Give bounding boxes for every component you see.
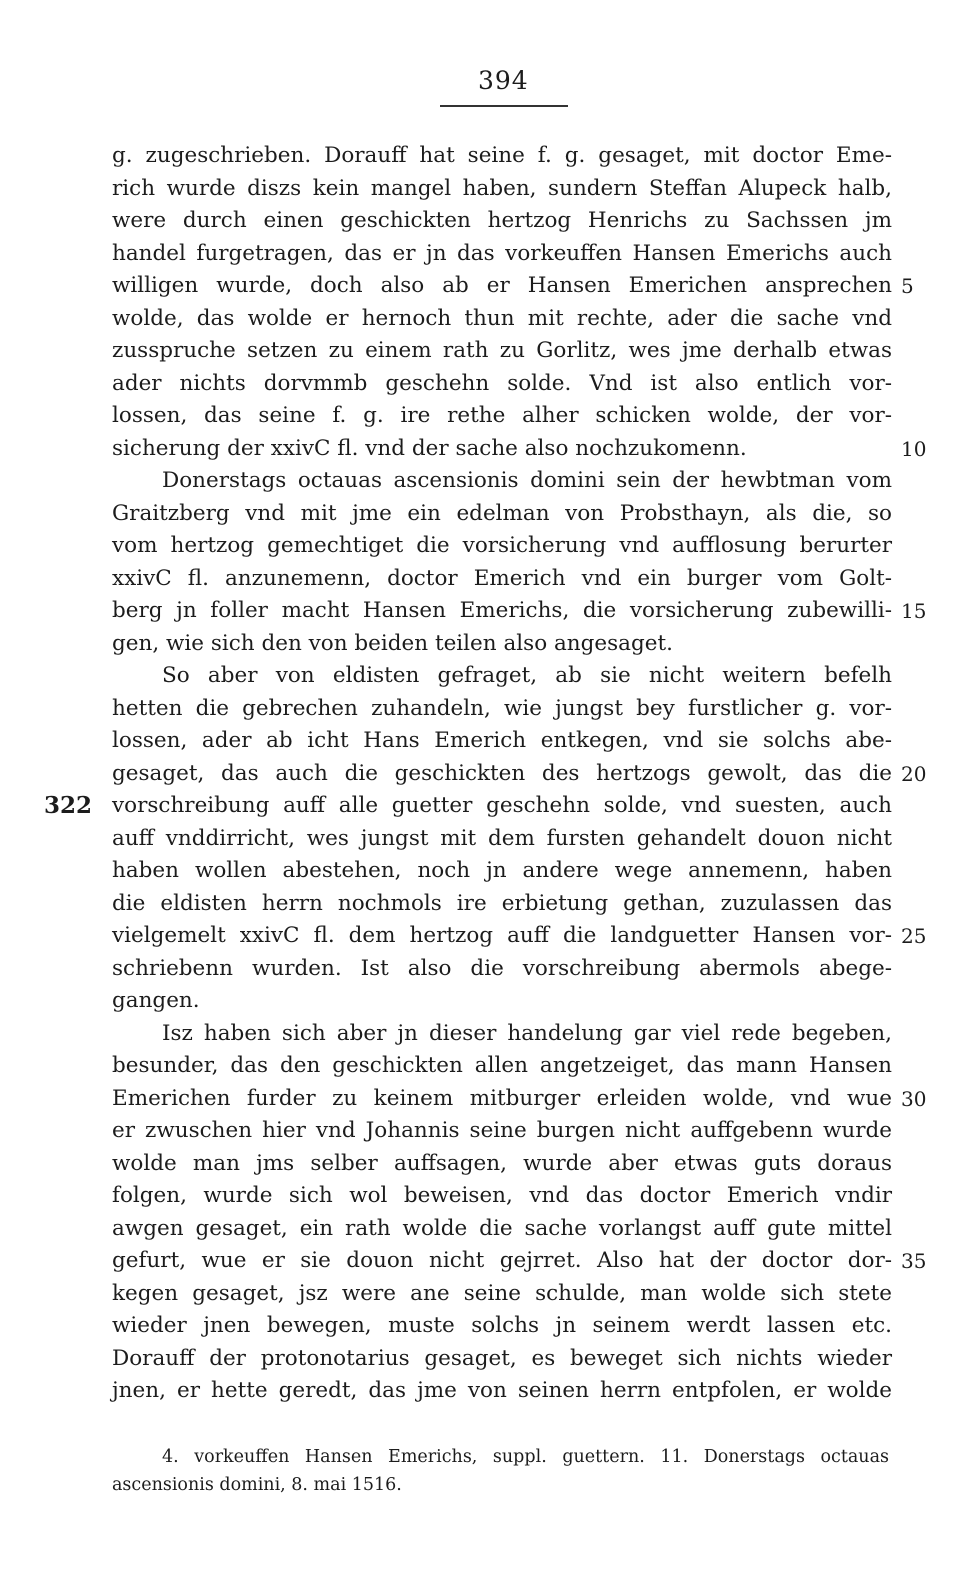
text-line: folgen, wurde sich wol beweisen, vnd das doctor Emerich vndir: [112, 1183, 892, 1208]
text-line: jnen, er hette geredt, das jme von seinen herrn entpfolen, er wolde: [112, 1378, 892, 1403]
text-line: Donerstags octauas ascensionis domini sein der hewbtman vom: [162, 468, 892, 493]
marginal-page-reference: 322: [44, 792, 93, 819]
text-line: vom hertzog gemechtiget die vorsicherung vnd aufflosung berurter: [112, 533, 892, 558]
text-line: zusspruche setzen zu einem rath zu Gorlitz, wes jme derhalb etwas: [112, 338, 892, 363]
text-line: gangen.: [112, 988, 200, 1013]
text-line: sicherung der xxivC fl. vnd der sache also nochzukomenn.: [112, 436, 747, 461]
line-number: 15: [901, 599, 927, 623]
text-line: vorschreibung auff alle guetter geschehn solde, vnd suesten, auch: [112, 793, 892, 818]
text-line: willigen wurde, doch also ab er Hansen Emerichen ansprechen: [112, 273, 892, 298]
footnote-line: ascensionis domini, 8. mai 1516.: [112, 1475, 402, 1495]
text-line: wolde, das wolde er hernoch thun mit rechte, ader die sache vnd: [112, 306, 892, 331]
text-line: besunder, das den geschickten allen angetzeiget, das mann Hansen: [112, 1053, 892, 1078]
line-number: 20: [901, 762, 927, 786]
text-line: lossen, das seine f. g. ire rethe alher schicken wolde, der vor-: [112, 403, 892, 428]
text-line: die eldisten herrn nochmols ire erbietung gethan, zuzulassen das: [112, 891, 892, 916]
text-line: er zwuschen hier vnd Johannis seine burgen nicht auffgebenn wurde: [112, 1118, 892, 1143]
text-line: vielgemelt xxivC fl. dem hertzog auff die landguetter Hansen vor-: [112, 923, 892, 948]
text-line: Dorauff der protonotarius gesaget, es beweget sich nichts wieder: [112, 1346, 892, 1371]
text-line: gefurt, wue er sie douon nicht gejrret. Also hat der doctor dor-: [112, 1248, 892, 1273]
text-line: kegen gesaget, jsz were ane seine schulde, man wolde sich stete: [112, 1281, 892, 1306]
text-line: lossen, ader ab icht Hans Emerich entkegen, vnd sie solchs abe-: [112, 728, 892, 753]
text-line: haben wollen abestehen, noch jn andere wege annemenn, haben: [112, 858, 892, 883]
text-line: awgen gesaget, ein rath wolde die sache vorlangst auff gute mittel: [112, 1216, 892, 1241]
line-number: 5: [901, 274, 914, 298]
text-line: rich wurde diszs kein mangel haben, sundern Steffan Alupeck halb,: [112, 176, 892, 201]
text-line: berg jn foller macht Hansen Emerichs, die vorsicherung zubewilli-: [112, 598, 892, 623]
text-line: ader nichts dorvmmb geschehn solde. Vnd ist also entlich vor-: [112, 371, 892, 396]
text-line: Graitzberg vnd mit jme ein edelman von Probsthayn, als die, so: [112, 501, 892, 526]
text-line: hetten die gebrechen zuhandeln, wie jungst bey furstlicher g. vor-: [112, 696, 892, 721]
text-line: wieder jnen bewegen, muste solchs jn seinem werdt lassen etc.: [112, 1313, 892, 1338]
text-line: So aber von eldisten gefraget, ab sie nicht weitern befelh: [162, 663, 892, 688]
line-number: 30: [901, 1087, 927, 1111]
line-number: 25: [901, 924, 927, 948]
page-number: 394: [478, 66, 529, 95]
line-number: 10: [901, 437, 927, 461]
footnote-line: 4. vorkeuffen Hansen Emerichs, suppl. guettern. 11. Donerstags octauas: [162, 1447, 889, 1467]
text-line: Emerichen furder zu keinem mitburger erleiden wolde, vnd wue: [112, 1086, 892, 1111]
text-line: gesaget, das auch die geschickten des hertzogs gewolt, das die: [112, 761, 892, 786]
text-line: xxivC fl. anzunemenn, doctor Emerich vnd ein burger vom Golt-: [112, 566, 892, 591]
text-line: g. zugeschrieben. Dorauff hat seine f. g. gesaget, mit doctor Eme-: [112, 143, 892, 168]
text-line: schriebenn wurden. Ist also die vorschreibung abermols abege-: [112, 956, 892, 981]
text-line: handel furgetragen, das er jn das vorkeuffen Hansen Emerichs auch: [112, 241, 892, 266]
text-line: wolde man jms selber auffsagen, wurde aber etwas guts doraus: [112, 1151, 892, 1176]
text-line: Isz haben sich aber jn dieser handelung gar viel rede begeben,: [162, 1021, 892, 1046]
text-line: gen, wie sich den von beiden teilen also angesaget.: [112, 631, 673, 656]
line-number: 35: [901, 1249, 927, 1273]
header-rule: [440, 105, 568, 107]
text-line: auff vnddirricht, wes jungst mit dem fursten gehandelt douon nicht: [112, 826, 892, 851]
text-line: were durch einen geschickten hertzog Henrichs zu Sachssen jm: [112, 208, 892, 233]
